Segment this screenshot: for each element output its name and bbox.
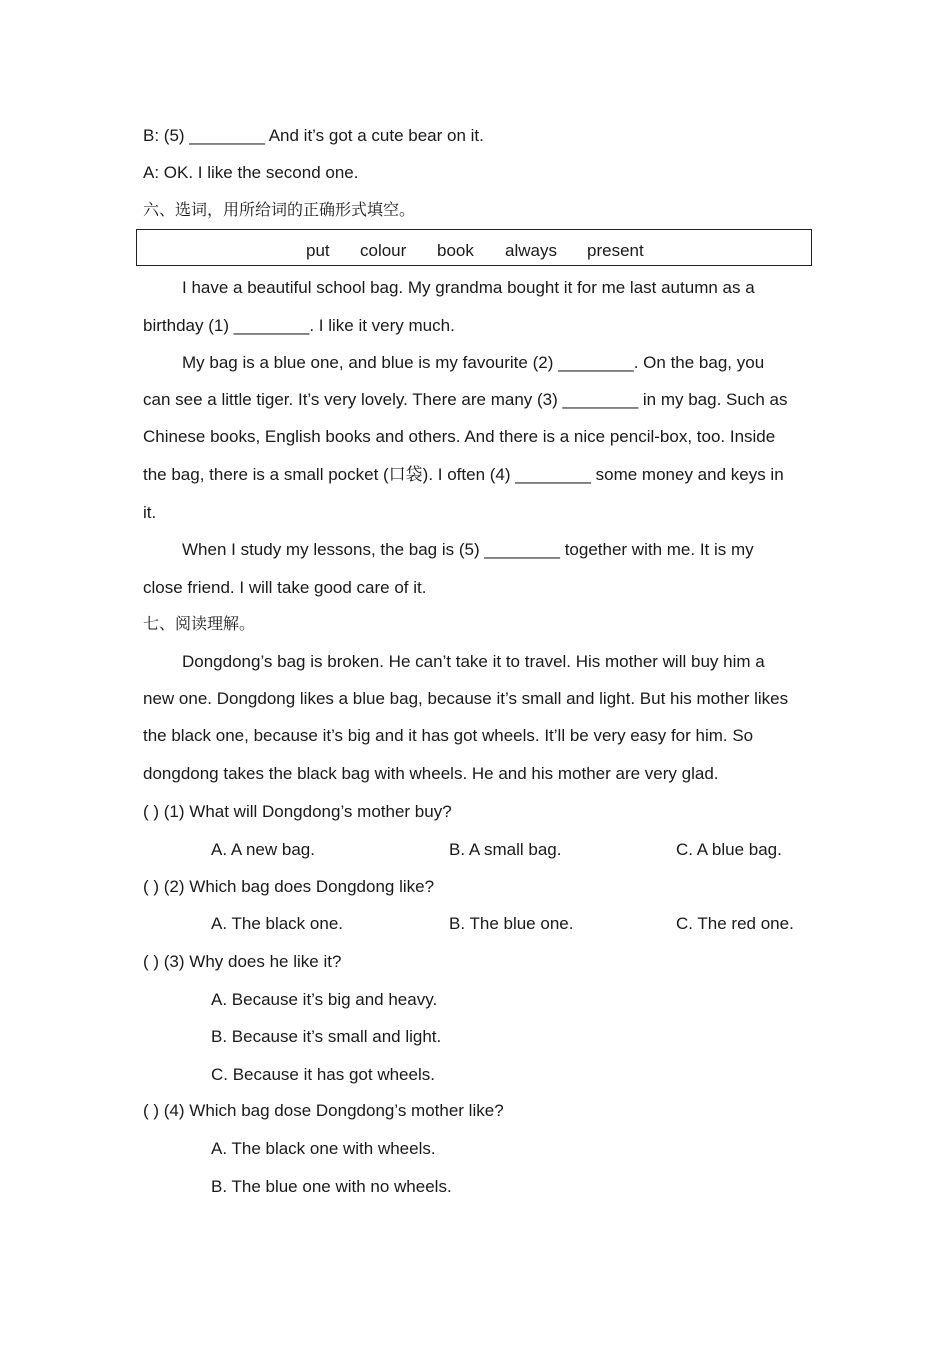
passage-line: it.: [143, 503, 157, 522]
reading-line: Dongdong’s bag is broken. He can’t take it to travel. His mother will buy him a: [182, 652, 765, 671]
passage-line: close friend. I will take good care of it.: [143, 578, 427, 597]
reading-line: new one. Dongdong likes a blue bag, because it’s small and light. But his mother likes: [143, 689, 789, 708]
question-2-stem: ( ) (2) Which bag does Dongdong like?: [143, 877, 435, 896]
word-bank-item: book: [437, 241, 474, 260]
question-2-option-c: C. The red one.: [676, 914, 794, 933]
question-2-option-b: B. The blue one.: [449, 914, 574, 933]
question-3-option-c: C. Because it has got wheels.: [211, 1065, 435, 1084]
question-4-option-b: B. The blue one with no wheels.: [211, 1177, 452, 1196]
passage-line: When I study my lessons, the bag is (5) ________ together with me. It is my: [182, 540, 754, 559]
question-4-option-a: A. The black one with wheels.: [211, 1139, 436, 1158]
question-1-option-b: B. A small bag.: [449, 840, 562, 859]
question-4-stem: ( ) (4) Which bag dose Dongdong’s mother like?: [143, 1101, 504, 1120]
question-3-option-b: B. Because it’s small and light.: [211, 1027, 442, 1046]
passage-line: birthday (1) ________. I like it very much.: [143, 316, 455, 335]
dialogue-line-b5: B: (5) ________ And it’s got a cute bear on it.: [143, 126, 484, 145]
reading-line: the black one, because it’s big and it has got wheels. It’ll be very easy for him. So: [143, 726, 754, 745]
question-3-stem: ( ) (3) Why does he like it?: [143, 952, 342, 971]
passage-line: can see a little tiger. It’s very lovely. There are many (3) ________ in my bag. Such as: [143, 390, 788, 409]
word-bank-item: colour: [360, 241, 407, 260]
passage-line: My bag is a blue one, and blue is my favourite (2) ________. On the bag, you: [182, 353, 765, 372]
passage-line: the bag, there is a small pocket (口袋). I often (4) ________ some money and keys in: [143, 465, 784, 484]
question-3-option-a: A. Because it’s big and heavy.: [211, 990, 438, 1009]
question-2-option-a: A. The black one.: [211, 914, 343, 933]
passage-line: I have a beautiful school bag. My grandma bought it for me last autumn as a: [182, 278, 755, 297]
dialogue-line-a: A: OK. I like the second one.: [143, 163, 359, 182]
section-6-heading: 六、选词，用所给词的正确形式填空。: [143, 200, 416, 219]
question-1-option-a: A. A new bag.: [211, 840, 315, 859]
word-bank-box: [136, 229, 812, 266]
word-bank-item: present: [587, 241, 644, 260]
question-1-option-c: C. A blue bag.: [676, 840, 782, 859]
reading-line: dongdong takes the black bag with wheels. He and his mother are very glad.: [143, 764, 719, 783]
word-bank-item: always: [505, 241, 557, 260]
word-bank-item: put: [306, 241, 330, 260]
section-7-heading: 七、阅读理解。: [143, 614, 256, 633]
question-1-stem: ( ) (1) What will Dongdong’s mother buy?: [143, 802, 452, 821]
passage-line: Chinese books, English books and others. And there is a nice pencil-box, too. Inside: [143, 427, 776, 446]
